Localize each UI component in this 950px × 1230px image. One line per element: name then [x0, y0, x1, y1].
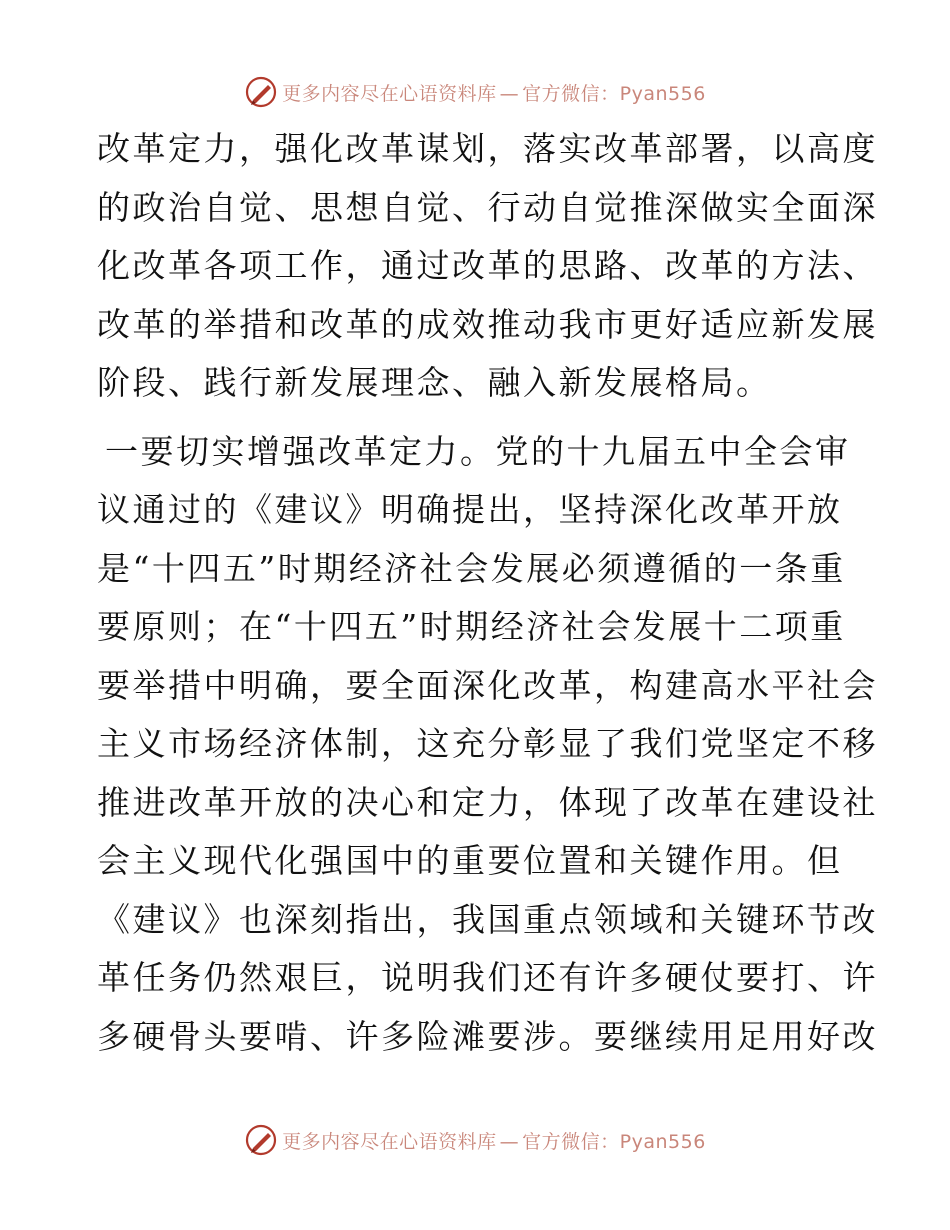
text-line: 多硬骨头要啃、许多险滩要涉。要继续用足用好改: [97, 1016, 878, 1056]
text-line: 是“十四五”时期经济社会发展必须遵循的一条重: [97, 548, 846, 588]
watermark-separator: —: [499, 82, 520, 105]
pen-logo-icon: [244, 1123, 278, 1157]
text-line: 要举措中明确，要全面深化改革，构建高水平社会: [97, 665, 878, 705]
text-line: 改革的举措和改革的成效推动我市更好适应新发展: [97, 304, 878, 344]
text-line: 阶段、践行新发展理念、融入新发展格局。: [97, 363, 772, 402]
text-line: 改革定力，强化改革谋划，落实改革部署，以高度: [97, 129, 878, 168]
text-line: 推进改革开放的决心和定力，体现了改革在建设社: [97, 782, 878, 822]
paragraph-2: [97, 423, 878, 1067]
pen-logo-icon: [244, 75, 278, 109]
watermark-brand: 更多内容尽在心语资料库: [282, 1130, 497, 1153]
watermark-contact: 官方微信：Pyan556: [522, 82, 706, 105]
text-line: 主义市场经济体制，这充分彰显了我们党坚定不移: [97, 724, 878, 763]
text-line: 的政治自觉、思想自觉、行动自觉推深做实全面深: [97, 187, 878, 227]
header-watermark: [0, 72, 950, 112]
text-line: 要原则；在“十四五”时期经济社会发展十二项重: [97, 607, 846, 646]
text-line: 革任务仍然艰巨，说明我们还有许多硬仗要打、许: [97, 958, 878, 997]
text-line: 化改革各项工作，通过改革的思路、改革的方法、: [97, 246, 878, 285]
paragraph-1: [97, 120, 878, 413]
text-line: 议通过的《建议》明确提出，坚持深化改革开放: [97, 490, 843, 529]
text-line: 一要切实增强改革定力。党的十九届五中全会审: [105, 431, 851, 471]
text-line: 《建议》也深刻指出，我国重点领域和关键环节改: [97, 899, 878, 939]
text-line: 会主义现代化强国中的重要位置和关键作用。但: [97, 841, 843, 880]
watermark-separator: —: [499, 1130, 520, 1153]
document-body: [97, 120, 878, 1066]
watermark-brand: 更多内容尽在心语资料库: [282, 82, 497, 105]
footer-watermark: [0, 1120, 950, 1160]
watermark-contact: 官方微信：Pyan556: [522, 1130, 706, 1153]
